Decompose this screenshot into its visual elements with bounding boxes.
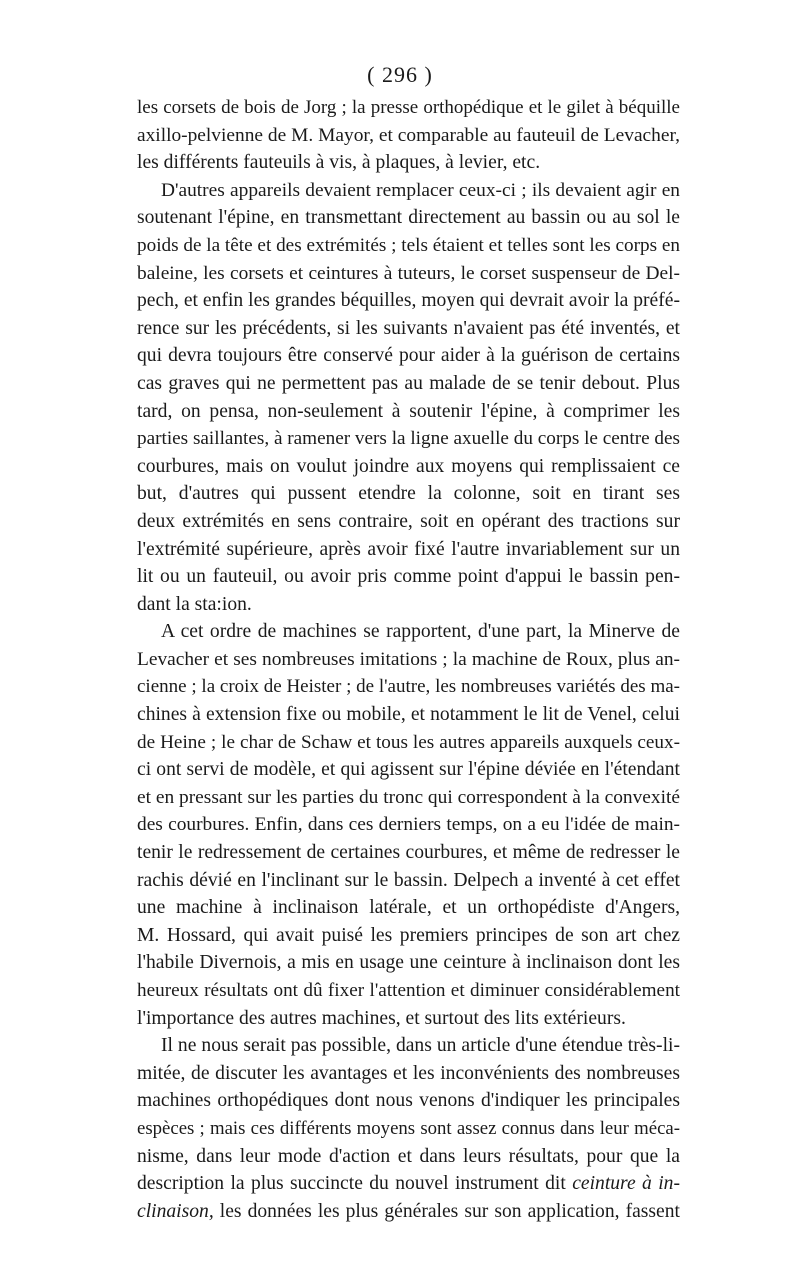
text-line: chines à extension fixe ou mobile, et notamment le lit de Venel, celui [137, 704, 680, 726]
text-line: rachis dévié en l'inclinant sur le bassin. Delpech a inventé à cet effet [137, 869, 680, 891]
paragraph-1 [137, 94, 680, 177]
text-run: description la plus succincte du nouvel instrument dit [137, 1173, 573, 1195]
text-line: D'autres appareils devaient remplacer ceux-ci ; ils devaient agir en [161, 179, 680, 201]
paragraph-3 [137, 618, 680, 1032]
text-line: l'importance des autres machines, et surtout des lits extérieurs. [137, 1007, 626, 1029]
text-line: lit ou un fauteuil, ou avoir pris comme point d'appui le bassin pen- [137, 566, 680, 588]
text-line: machines orthopédiques dont nous venons d'indiquer les principales [137, 1090, 680, 1112]
text-line: poids de la tête et des extrémités ; tels étaient et telles sont les corps en [137, 234, 680, 256]
text-line: deux extrémités en sens contraire, soit en opérant des tractions sur [137, 510, 680, 532]
italic-term: clinaison, [137, 1200, 214, 1222]
text-line [137, 1170, 680, 1198]
text-line: Levacher et ses nombreuses imitations ; la machine de Roux, plus an- [137, 648, 680, 670]
text-line: axillo-pelvienne de M. Mayor, et comparable au fauteuil de Levacher, [137, 124, 680, 146]
text-line: parties saillantes, à ramener vers la ligne axuelle du corps le centre des [137, 428, 680, 450]
text-line: cienne ; la croix de Heister ; de l'autre, les nombreuses variétés des ma- [137, 676, 680, 698]
text-line: cas graves qui ne permettent pas au malade de se tenir debout. Plus [137, 372, 680, 394]
paragraph-4 [137, 1032, 680, 1225]
body-text [137, 94, 680, 1225]
text-line: espèces ; mais ces différents moyens sont assez connus dans leur méca- [137, 1117, 680, 1139]
text-line: soutenant l'épine, en transmettant directement au bassin ou au sol le [137, 207, 680, 229]
text-line: pech, et enfin les grandes béquilles, moyen qui devrait avoir la préfé- [137, 290, 680, 312]
text-line: baleine, les corsets et ceintures à tuteurs, le corset suspenseur de Del- [137, 262, 680, 284]
text-line: et en pressant sur les parties du tronc qui correspondent à la convexité [137, 786, 680, 808]
text-line: l'habile Divernois, a mis en usage une ceinture à inclinaison dont les [137, 952, 680, 974]
text-run: les données les plus générales sur son application, fassent [213, 1200, 680, 1222]
text-line: but, d'autres qui pussent etendre la colonne, soit en tirant ses [137, 483, 680, 505]
text-line: nisme, dans leur mode d'action et dans leurs résultats, pour que la [137, 1145, 680, 1167]
text-line: mitée, de discuter les avantages et les inconvénients des nombreuses [137, 1062, 680, 1084]
text-line: les différents fauteuils à vis, à plaques, à levier, etc. [137, 152, 541, 174]
text-line: rence sur les précédents, si les suivants n'avaient pas été inventés, et [137, 317, 680, 339]
text-line: de Heine ; le char de Schaw et tous les autres appareils auxquels ceux- [137, 731, 680, 753]
text-line: ci ont servi de modèle, et qui agissent sur l'épine déviée en l'étendant [137, 759, 680, 781]
text-line: courbures, mais on voulut joindre aux moyens qui remplissaient ce [137, 455, 680, 477]
paragraph-2 [137, 177, 680, 619]
text-line [137, 1198, 680, 1226]
text-line: les corsets de bois de Jorg ; la presse orthopédique et le gilet à béquille [137, 97, 680, 118]
text-line: heureux résultats ont dû fixer l'attention et diminuer considérablement [137, 980, 680, 1001]
text-line: Il ne nous serait pas possible, dans un article d'une étendue très-li- [161, 1035, 680, 1057]
page-number: ( 296 ) [367, 62, 433, 87]
text-line: tenir le redressement de certaines courbures, et même de redresser le [137, 842, 680, 864]
text-line: dant la sta:ion. [137, 593, 252, 615]
text-line: qui devra toujours être conservé pour aider à la guérison de certains [137, 345, 680, 367]
text-line: l'extrémité supérieure, après avoir fixé l'autre invariablement sur un [137, 538, 680, 560]
italic-term: ceinture à in- [572, 1173, 680, 1195]
text-line: une machine à inclinaison latérale, et un orthopédiste d'Angers, [137, 897, 680, 919]
text-line: des courbures. Enfin, dans ces derniers temps, on a eu l'idée de main- [137, 814, 680, 836]
text-line: M. Hossard, qui avait puisé les premiers principes de son art chez [137, 924, 680, 946]
text-line: tard, on pensa, non-seulement à soutenir l'épine, à comprimer les [137, 400, 680, 422]
text-line: A cet ordre de machines se rapportent, d'une part, la Minerve de [161, 621, 680, 643]
